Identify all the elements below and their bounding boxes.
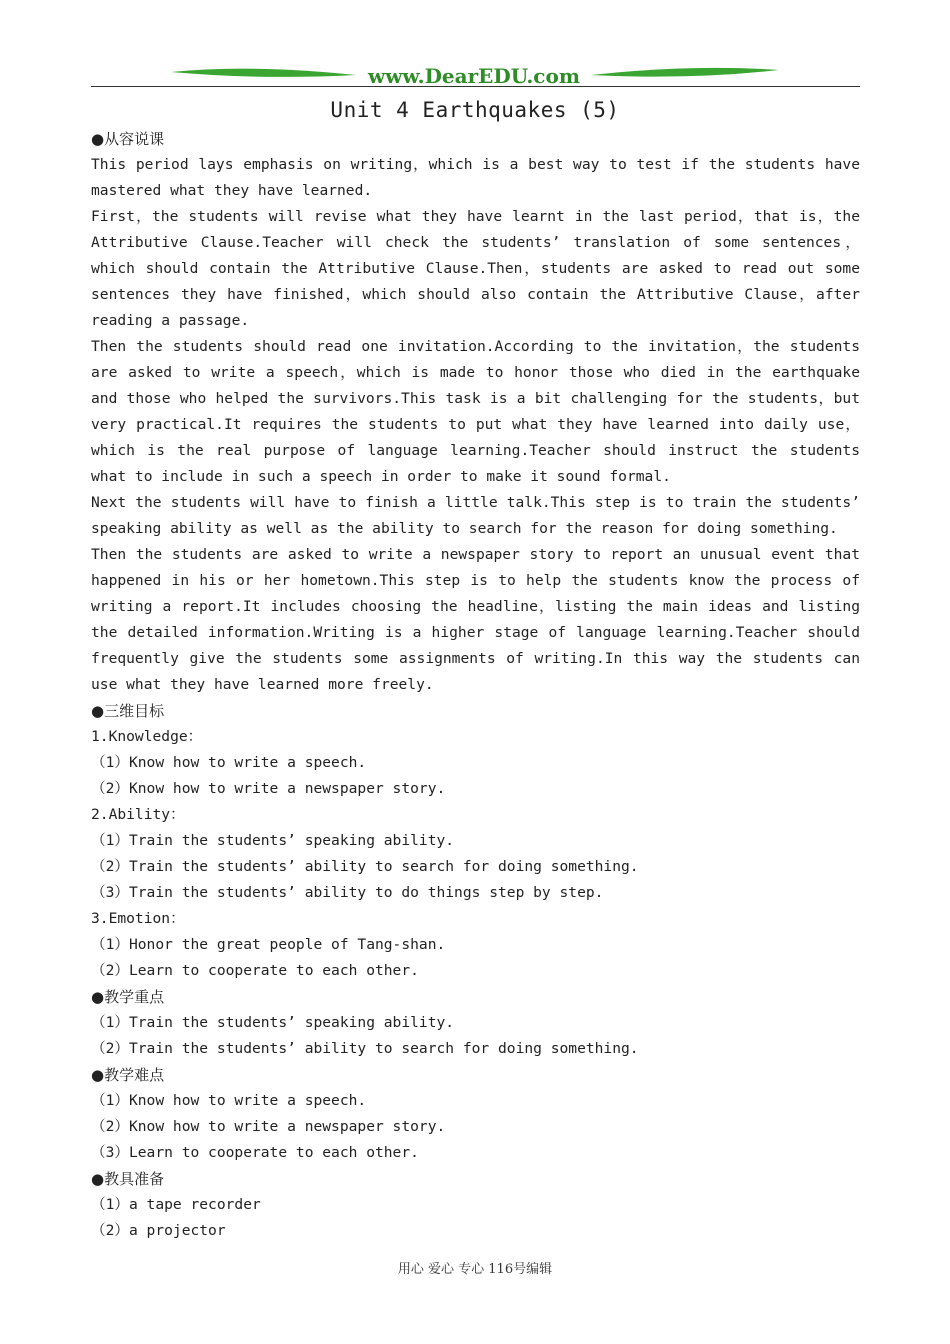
key-point-line: （1）Train the students’ speaking ability. — [91, 1014, 455, 1031]
goal-line: （3）Train the students’ ability to do things step by step. — [91, 884, 604, 901]
section-heading-key-points: ●教学重点 — [91, 988, 165, 1006]
goal-line: 2.Ability： — [91, 806, 185, 823]
document-body — [91, 126, 860, 1244]
intro-paragraph: This period lays emphasis on writing，which is a best way to test if the students have mastered what they have learned. — [91, 156, 860, 199]
goal-line: （1）Train the students’ speaking ability. — [91, 832, 455, 849]
left-swoosh — [171, 69, 356, 77]
site-name: www.DearEDU.com — [367, 64, 581, 88]
section-heading-intro: ●从容说课 — [91, 130, 165, 148]
material-line: （1）a tape recorder — [91, 1196, 261, 1213]
section-heading-difficulties: ●教学难点 — [91, 1066, 165, 1084]
goal-line: （1）Know how to write a speech. — [91, 754, 367, 771]
material-line: （2）a projector — [91, 1222, 226, 1239]
goal-line: （2）Learn to cooperate to each other. — [91, 962, 419, 979]
section-heading-goals: ●三维目标 — [91, 702, 165, 720]
goal-line: （2）Know how to write a newspaper story. — [91, 780, 446, 797]
intro-paragraph: First，the students will revise what they have learnt in the last period，that is，the Attributive Clause.Teacher will check the students’ translation of some sentences，which should contain the Attributive Clause.Then，students are asked to read out some sentences they have finished，which should also contain the Attributive Clause，after reading a passage. — [91, 208, 860, 329]
right-swoosh — [591, 68, 779, 77]
difficulty-line: （1）Know how to write a speech. — [91, 1092, 367, 1109]
intro-paragraph: Then the students are asked to write a newspaper story to report an unusual event that happened in his or her hometown.This step is to help the students know the process of writing a report.It includes choosing the headline，listing the main ideas and listing the detailed information.Writing is a higher stage of language learning.Teacher should frequently give the students some assignments of writing.In this way the students can use what they have learned more freely. — [91, 546, 860, 693]
intro-paragraph: Then the students should read one invitation.According to the invitation，the students are asked to write a speech，which is made to honor those who died in the earthquake and those who helped the survivors.This task is a bit challenging for the students，but very practical.It requires the students to put what they have learned into daily use，which is the real purpose of language learning.Teacher should instruct the students what to include in such a speech in order to make it sound formal. — [91, 338, 860, 485]
header-rule — [91, 86, 860, 87]
section-heading-materials: ●教具准备 — [91, 1170, 165, 1188]
goal-line: 3.Emotion： — [91, 910, 185, 927]
goal-line: 1.Knowledge： — [91, 728, 203, 745]
intro-paragraph: Next the students will have to finish a little talk.This step is to train the students’ speaking ability as well as the ability to search for the reason for doing something. — [91, 494, 860, 537]
difficulty-line: （2）Know how to write a newspaper story. — [91, 1118, 446, 1135]
page-title: Unit 4 Earthquakes (5) — [330, 98, 620, 122]
difficulty-line: （3）Learn to cooperate to each other. — [91, 1144, 419, 1161]
goal-line: （2）Train the students’ ability to search for doing something. — [91, 858, 639, 875]
goal-line: （1）Honor the great people of Tang-shan. — [91, 936, 446, 953]
key-point-line: （2）Train the students’ ability to search for doing something. — [91, 1040, 639, 1057]
page-footer: 用心 爱心 专心 116号编辑 — [397, 1262, 553, 1277]
